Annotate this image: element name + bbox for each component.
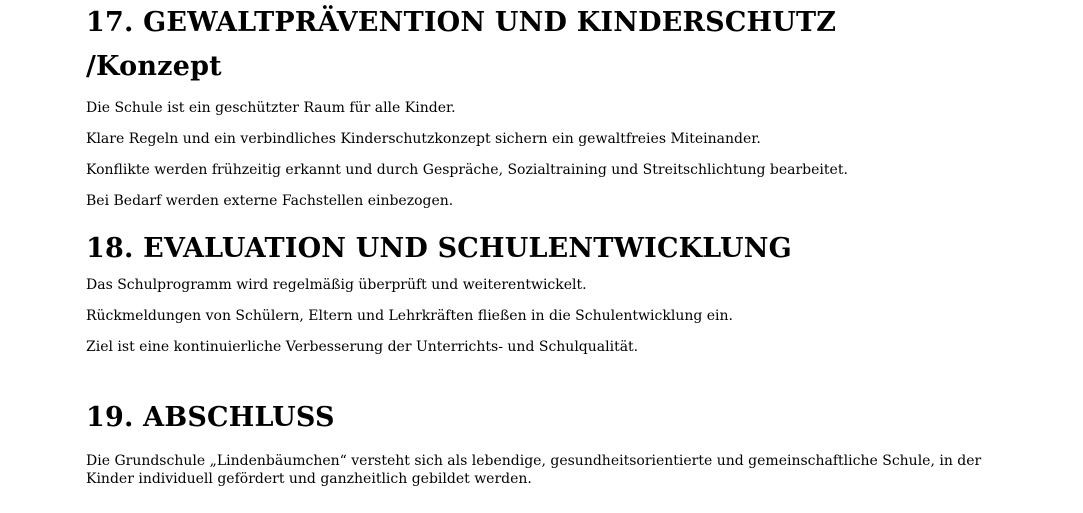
section-17-paragraph: Klare Regeln und ein verbindliches Kinderschutzkonzept sichern ein gewaltfreies Miteinander. <box>86 131 761 147</box>
section-18-paragraph: Das Schulprogramm wird regelmäßig überprüft und weiterentwickelt. <box>86 277 587 293</box>
section-18-heading: 18. EVALUATION UND SCHULENTWICKLUNG <box>86 233 792 264</box>
section-17-heading-continuation: /Konzept <box>86 51 222 82</box>
section-19-paragraph: Die Grundschule „Lindenbäumchen“ versteht sich als lebendige, gesundheitsorientierte und gemeinschaftliche Schule, in der Kinder individuell gefördert und ganzheitlich gebildet werden. <box>86 453 982 487</box>
section-17-heading: 17. GEWALTPRÄVENTION UND KINDERSCHUTZ <box>86 7 837 38</box>
section-19-heading: 19. ABSCHLUSS <box>86 402 335 433</box>
section-17-paragraph: Die Schule ist ein geschützter Raum für alle Kinder. <box>86 100 456 116</box>
section-17-paragraph: Bei Bedarf werden externe Fachstellen einbezogen. <box>86 193 454 209</box>
section-18-paragraph: Rückmeldungen von Schülern, Eltern und Lehrkräften fließen in die Schulentwicklung ein. <box>86 308 733 324</box>
section-17-paragraph: Konflikte werden frühzeitig erkannt und durch Gespräche, Sozialtraining und Streitschlichtung bearbeitet. <box>86 162 848 178</box>
section-18-paragraph: Ziel ist eine kontinuierliche Verbesserung der Unterrichts- und Schulqualität. <box>86 339 639 355</box>
